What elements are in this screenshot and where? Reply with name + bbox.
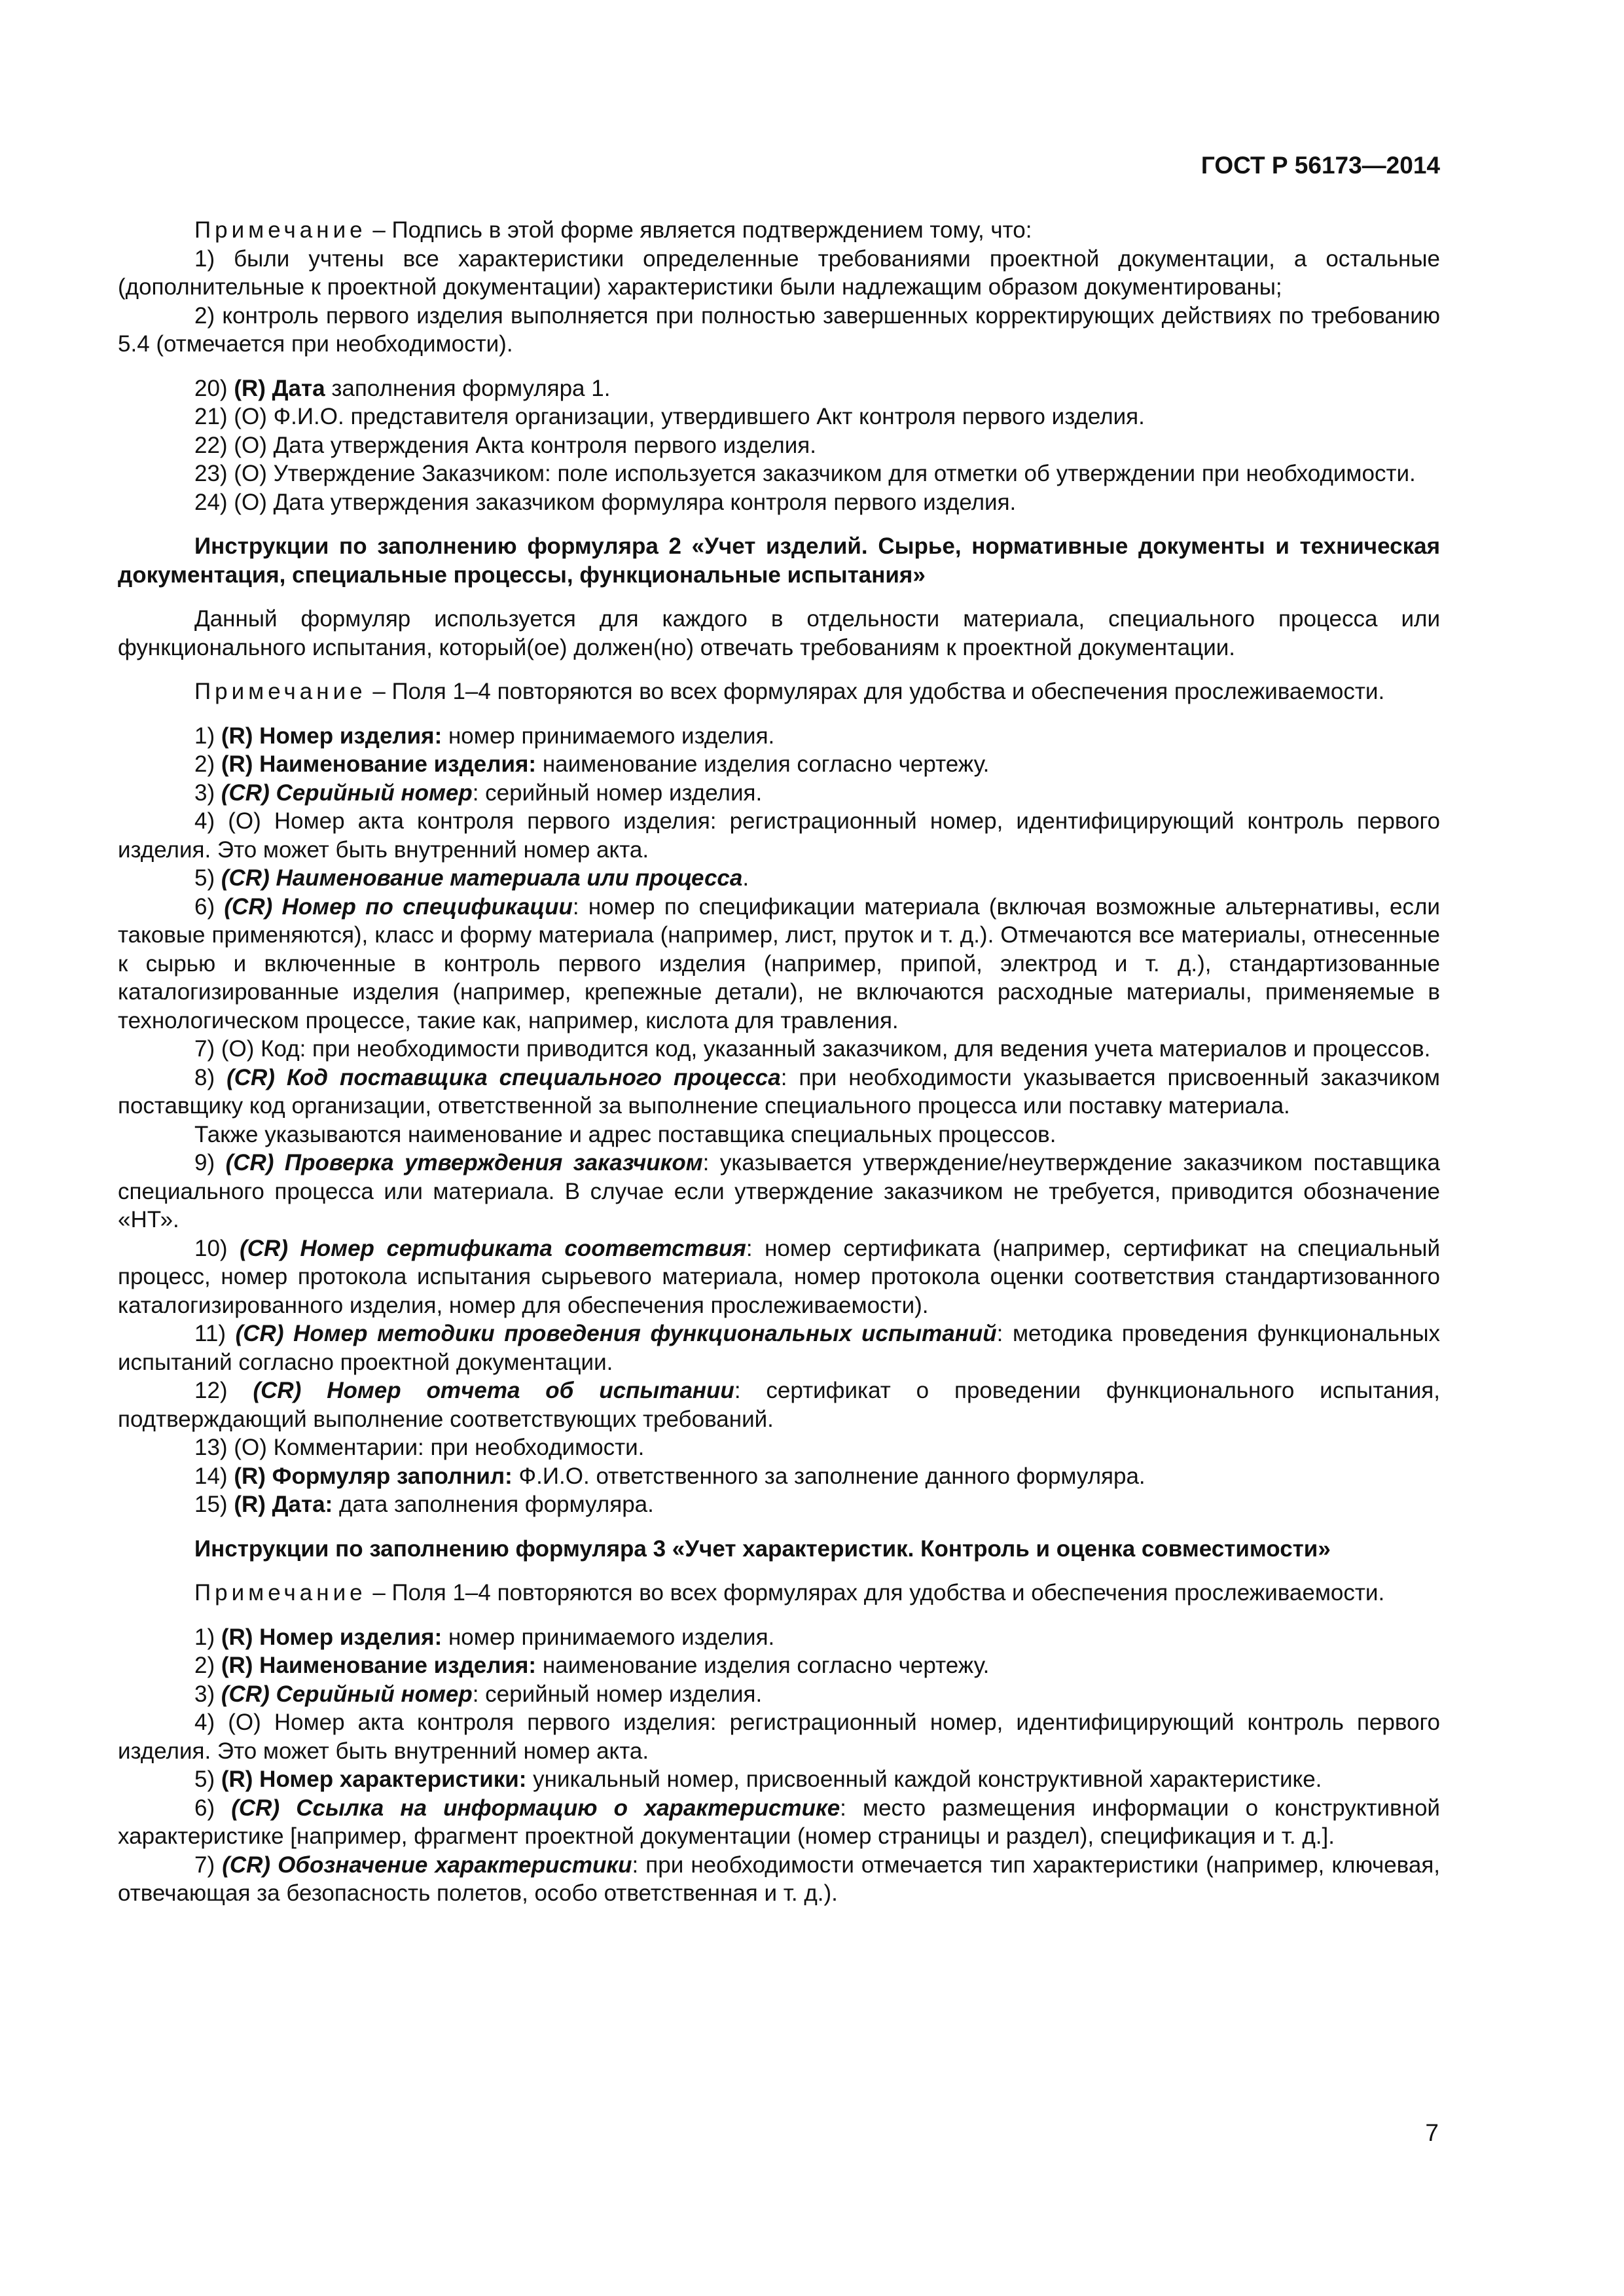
paragraph-text: 5) [194, 865, 221, 891]
paragraph-text: 7) (О) Код: при необходимости приводится код, указанный заказчиком, для ведения учета материалов и процессов. [194, 1036, 1431, 1062]
body-paragraph [118, 431, 1440, 460]
paragraph-text: 9) [194, 1150, 226, 1175]
field-label: (R) Дата [234, 375, 325, 401]
body-paragraph [118, 605, 1440, 662]
note-text: – Поля 1–4 повторяются во всех формулярах для удобства и обеспечения прослеживаемости. [366, 679, 1385, 704]
page-number: 7 [1425, 2119, 1439, 2146]
body-paragraph [118, 459, 1440, 488]
paragraph-text: 6) [194, 1795, 232, 1821]
paragraph-text: заполнения формуляра 1. [325, 375, 611, 401]
body-paragraph [118, 1794, 1440, 1851]
paragraph-text: : сертификат о проведении функционального испытания, подтверждающий выполнение соответствующих требований. [118, 1378, 1440, 1432]
paragraph-text: 23) (О) Утверждение Заказчиком: поле используется заказчиком для отметки об утверждении при необходимости. [194, 461, 1416, 486]
paragraph-text: наименование изделия согласно чертежу. [536, 1653, 990, 1678]
paragraph-text: 8) [194, 1064, 227, 1090]
field-label: (CR) Номер сертификата соответствия [240, 1235, 746, 1261]
body-paragraph [118, 1376, 1440, 1433]
paragraph-text: 4) (О) Номер акта контроля первого изделия: регистрационный номер, идентифицирующий контроль первого изделия. Это может быть внутренний номер акта. [118, 1710, 1440, 1764]
paragraph-text: номер принимаемого изделия. [442, 723, 775, 749]
body-paragraph [118, 1035, 1440, 1064]
field-label: (CR) Серийный номер [221, 1681, 473, 1707]
paragraph-text: 5) [194, 1767, 221, 1792]
paragraph-text: 2) [194, 751, 221, 777]
note-paragraph [118, 216, 1440, 245]
note-paragraph [118, 677, 1440, 706]
body-paragraph [118, 1319, 1440, 1376]
paragraph-text: : методика проведения функциональных испытаний согласно проектной документации. [118, 1321, 1440, 1375]
paragraph-text: : при необходимости указывается присвоенный заказчиком поставщику код организации, ответственной за выполнение специального процесса или поставку материала. [118, 1064, 1440, 1119]
paragraph-text: : серийный номер изделия. [472, 1681, 763, 1707]
section-heading: Инструкции по заполнению формуляра 3 «Учет характеристик. Контроль и оценка совместимости» [194, 1535, 1331, 1562]
paragraph-text: 1) были учтены все характеристики определенные требованиями проектной документации, а остальные (дополнительные к проектной документации) характеристики были надлежащим образом документированы; [118, 245, 1440, 300]
body-paragraph [118, 1064, 1440, 1121]
note-lead: Примечание [194, 217, 367, 243]
paragraph-text: Ф.И.О. ответственного за заполнение данного формуляра. [512, 1463, 1146, 1489]
paragraph-text: 13) (О) Комментарии: при необходимости. [194, 1435, 645, 1460]
body-paragraph [118, 1708, 1440, 1765]
body-paragraph [118, 779, 1440, 808]
body-paragraph [118, 374, 1440, 403]
paragraph-text: : место размещения информации о конструктивной характеристике [например, фрагмент проектной документации (номер страницы и раздел), спецификация и т. д.]. [118, 1795, 1440, 1849]
body-paragraph [118, 302, 1440, 359]
body-paragraph [118, 893, 1440, 1035]
paragraph-text: 7) [194, 1852, 223, 1878]
note-paragraph [118, 1579, 1440, 1607]
paragraph-text: 4) (О) Номер акта контроля первого изделия: регистрационный номер, идентифицирующий контроль первого изделия. Это может быть внутренний номер акта. [118, 808, 1440, 863]
field-label: (CR) Проверка утверждения заказчиком [225, 1150, 703, 1175]
body-paragraph [118, 1121, 1440, 1149]
field-label: (R) Номер характеристики: [221, 1767, 527, 1792]
paragraph-text: 1) [194, 723, 221, 749]
body-paragraph [118, 722, 1440, 751]
note-text: – Подпись в этой форме является подтверждением тому, что: [366, 217, 1032, 243]
section-heading: Инструкции по заполнению формуляра 2 «Учет изделий. Сырье, нормативные документы и техническая документация, специальные процессы, функциональные испытания» [118, 533, 1440, 588]
body-paragraph [118, 1433, 1440, 1462]
paragraph-text: Данный формуляр используется для каждого в отдельности материала, специального процесса или функционального испытания, который(ое) должен(но) отвечать требованиям к проектной документации. [118, 606, 1440, 660]
field-label: (R) Формуляр заполнил: [234, 1463, 513, 1489]
field-label: (CR) Номер отчета об испытании [253, 1378, 734, 1403]
body-paragraph [118, 245, 1440, 302]
note-lead: Примечание [194, 1580, 367, 1605]
body-paragraph [118, 488, 1440, 517]
body-paragraph [118, 1623, 1440, 1652]
body-paragraph [118, 1851, 1440, 1908]
paragraph-text: 14) [194, 1463, 234, 1489]
paragraph-text: 12) [194, 1378, 253, 1403]
paragraph-text: 10) [194, 1235, 240, 1261]
body-paragraph [118, 807, 1440, 864]
field-label: (R) Дата: [234, 1492, 333, 1517]
paragraph-text: : указывается утверждение/неутверждение заказчиком поставщика специального процесса или материала. В случае если утверждение заказчиком не требуется, приводится обозначение «НТ». [118, 1150, 1440, 1232]
body-paragraph [118, 1651, 1440, 1680]
body-paragraph [118, 1234, 1440, 1320]
field-label: (R) Номер изделия: [221, 723, 442, 749]
paragraph-text: 21) (О) Ф.И.О. представителя организации, утвердившего Акт контроля первого изделия. [194, 404, 1145, 429]
field-label: (CR) Номер методики проведения функциональных испытаний [235, 1321, 997, 1346]
paragraph-text: 11) [194, 1321, 236, 1346]
paragraph-text: 6) [194, 893, 225, 920]
paragraph-text: 2) [194, 1653, 221, 1678]
field-label: (R) Наименование изделия: [221, 1653, 537, 1678]
paragraph-text: : серийный номер изделия. [472, 780, 763, 806]
paragraph-text: 20) [194, 375, 234, 401]
field-label: (CR) Серийный номер [221, 780, 473, 806]
field-label: (CR) Обозначение характеристики [222, 1852, 632, 1878]
paragraph-text: : при необходимости отмечается тип характеристики (например, ключевая, отвечающая за безопасность полетов, особо ответственная и т. д.). [118, 1852, 1440, 1906]
body-paragraph [118, 1680, 1440, 1709]
paragraph-text: Также указываются наименование и адрес поставщика специальных процессов. [194, 1121, 1056, 1147]
body-paragraph [118, 1490, 1440, 1519]
field-label: (CR) Номер по спецификации [224, 893, 573, 920]
document-body [118, 216, 1440, 1908]
body-paragraph [118, 1149, 1440, 1234]
paragraph-text: 24) (О) Дата утверждения заказчиком формуляра контроля первого изделия. [194, 489, 1017, 515]
paragraph-text: 3) [194, 1681, 221, 1707]
body-paragraph [118, 403, 1440, 431]
document-header: ГОСТ Р 56173—2014 [1200, 152, 1440, 179]
body-paragraph [118, 750, 1440, 779]
paragraph-text: 2) контроль первого изделия выполняется при полностью завершенных корректирующих действиях по требованию 5.4 (отмечается при необходимости). [118, 302, 1440, 357]
paragraph-text: 22) (О) Дата утверждения Акта контроля первого изделия. [194, 432, 816, 458]
field-label: (R) Наименование изделия: [221, 751, 537, 777]
note-lead: Примечание [194, 679, 367, 704]
paragraph-text: : номер сертификата (например, сертификат на специальный процесс, номер протокола испытания сырьевого материала, номер протокола оценки соответствия стандартизованного каталогизированного изделия, номер для обеспечения прослеживаемости). [118, 1235, 1440, 1318]
field-label: (CR) Наименование материала или процесса [221, 865, 743, 891]
field-label: (CR) Код поставщика специального процесса [226, 1064, 781, 1090]
paragraph-text: наименование изделия согласно чертежу. [536, 751, 990, 777]
body-paragraph [118, 1765, 1440, 1794]
paragraph-text: . [742, 865, 749, 891]
paragraph-text: : номер по спецификации материала (включая возможные альтернативы, если таковые применяются), класс и форму материала (например, лист, пруток и т. д.). Отмечаются все материалы, отнесенные к сырью и включенные в контроль первого изделия (например, припой, электрод и т. д.), стандартизованные каталогизированные изделия (например, крепежные детали), не включаются расходные материалы, применяемые в технологическом процессе, такие как, например, кислота для травления. [118, 893, 1440, 1033]
paragraph-text: 15) [194, 1492, 234, 1517]
paragraph-text: номер принимаемого изделия. [442, 1624, 775, 1650]
paragraph-text: 3) [194, 780, 221, 806]
paragraph-text: дата заполнения формуляра. [333, 1492, 654, 1517]
field-label: (R) Номер изделия: [221, 1624, 442, 1650]
body-paragraph [118, 1462, 1440, 1491]
field-label: (CR) Ссылка на информацию о характеристике [231, 1795, 840, 1821]
body-paragraph [118, 864, 1440, 893]
paragraph-text: 1) [194, 1624, 221, 1650]
paragraph-text: уникальный номер, присвоенный каждой конструктивной характеристике. [526, 1767, 1322, 1792]
note-text: – Поля 1–4 повторяются во всех формулярах для удобства и обеспечения прослеживаемости. [366, 1580, 1385, 1605]
